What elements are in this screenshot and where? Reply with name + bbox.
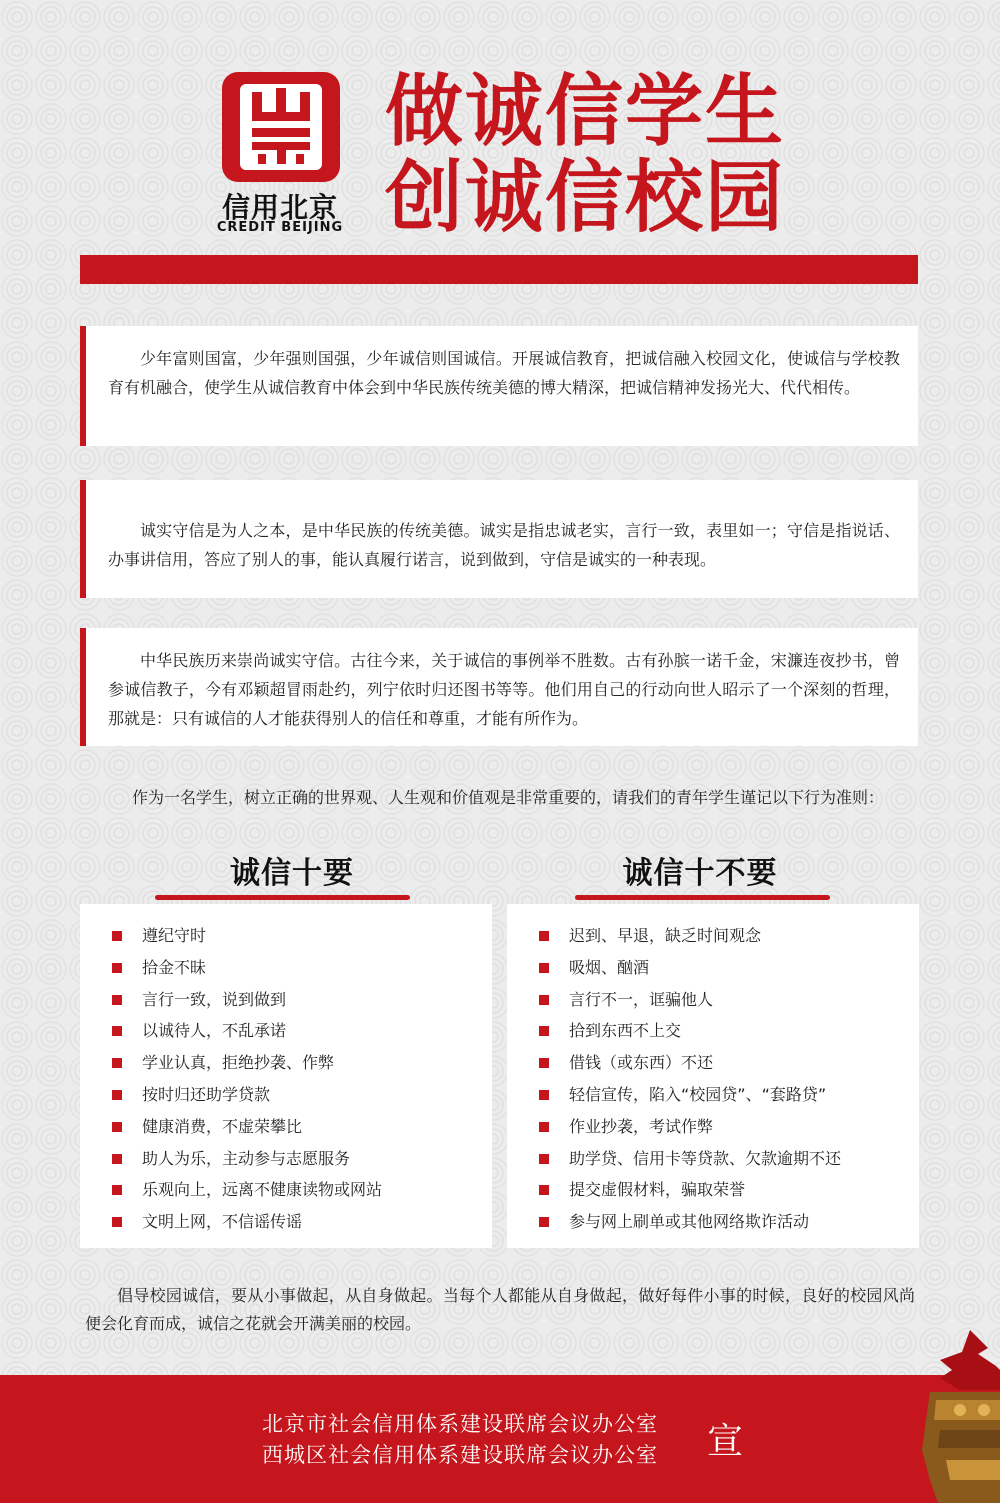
list-item-text: 文明上网，不信谣传谣 — [142, 1212, 303, 1232]
square-bullet-icon — [539, 1090, 549, 1100]
square-bullet-icon — [539, 1058, 549, 1068]
paragraph-text-1: 少年富则国富，少年强则国强，少年诚信则国诚信。开展诚信教育，把诚信融入校园文化，使诚信与学校教育有机融合，使学生从诚信教育中体会到中华民族传统美德的博大精深，把诚信精神发扬光大、代代相传。 — [108, 349, 900, 397]
list-item-text: 参与网上刷单或其他网络欺诈活动 — [569, 1212, 810, 1232]
donts-title: 诚信十不要 — [622, 856, 778, 891]
list-item — [112, 1143, 492, 1175]
square-bullet-icon — [112, 1122, 122, 1132]
list-item — [539, 1015, 919, 1047]
list-item-text: 言行一致，说到做到 — [142, 989, 287, 1009]
square-bullet-icon — [539, 1185, 549, 1195]
list-item — [539, 920, 919, 952]
square-bullet-icon — [539, 963, 549, 973]
list-item-text: 吸烟、酗酒 — [569, 957, 650, 977]
list-item-text: 健康消费，不虚荣攀比 — [142, 1116, 303, 1136]
list-item-text: 以诚待人，不乱承诺 — [142, 1021, 287, 1041]
list-item — [539, 1206, 919, 1238]
square-bullet-icon — [112, 995, 122, 1005]
list-item — [112, 920, 492, 952]
list-item-text: 提交虚假材料，骗取荣誉 — [569, 1180, 746, 1200]
square-bullet-icon — [112, 963, 122, 973]
donts-title-underline — [575, 895, 830, 900]
bronze-vessel-icon — [900, 1330, 1000, 1503]
logo-name-en: CREDIT BEIJING — [216, 220, 344, 235]
list-item — [112, 1015, 492, 1047]
list-item — [112, 1047, 492, 1079]
list-item-text: 助学贷、信用卡等贷款、欠款逾期不还 — [569, 1148, 842, 1168]
list-item — [112, 1079, 492, 1111]
list-item-text: 言行不一，诓骗他人 — [569, 989, 714, 1009]
footer-org-1: 北京市社会信用体系建设联席会议办公室 — [262, 1412, 658, 1436]
paragraph-box-1 — [80, 326, 918, 446]
paragraph-text-3: 中华民族历来崇尚诚实守信。古往今来，关于诚信的事例举不胜数。古有孙膑一诺千金，宋濂连夜抄书，曾参诚信教子，今有邓颖超冒雨赴约，列宁依时归还图书等等。他们用自己的行动向世人昭示了一个深刻的哲理，那就是：只有诚信的人才能获得别人的信任和尊重，才能有所作为。 — [108, 651, 900, 728]
list-item-text: 遵纪守时 — [142, 926, 207, 945]
list-item — [539, 1111, 919, 1143]
list-item — [539, 952, 919, 984]
list-item-text: 轻信宣传，陷入“校园贷”、“套路贷” — [569, 1084, 827, 1104]
paragraph-box-2 — [80, 480, 918, 598]
list-item-text: 借钱（或东西）不还 — [569, 1053, 714, 1073]
square-bullet-icon — [112, 931, 122, 941]
square-bullet-icon — [112, 1026, 122, 1036]
square-bullet-icon — [539, 995, 549, 1005]
list-item — [112, 1206, 492, 1238]
list-item-text: 迟到、早退，缺乏时间观念 — [569, 926, 762, 945]
list-item-text: 拾金不昧 — [142, 957, 207, 977]
square-bullet-icon — [539, 1154, 549, 1164]
intro-text: 作为一名学生，树立正确的世界观、人生观和价值观是非常重要的，请我们的青年学生谨记以下行为准则： — [132, 788, 885, 807]
square-bullet-icon — [112, 1154, 122, 1164]
donts-list — [507, 904, 919, 1248]
paragraph-text-2: 诚实守信是为人之本，是中华民族的传统美德。诚实是指忠诚老实，言行一致，表里如一；守信是指说话、办事讲信用，答应了别人的事，能认真履行诺言，说到做到，守信是诚实的一种表现。 — [108, 521, 900, 569]
square-bullet-icon — [112, 1185, 122, 1195]
dos-title: 诚信十要 — [230, 856, 354, 891]
logo-name-cn: 信用北京 — [221, 191, 338, 224]
dos-list — [80, 904, 492, 1248]
paragraph-box-3 — [80, 628, 918, 746]
list-item — [539, 1079, 919, 1111]
list-item-text: 拾到东西不上交 — [569, 1021, 682, 1041]
square-bullet-icon — [539, 1217, 549, 1227]
header-divider-bar — [80, 255, 918, 284]
headline-line-1: 做诚信学生 — [385, 66, 786, 157]
list-item — [539, 984, 919, 1016]
square-bullet-icon — [112, 1090, 122, 1100]
headline-line-2: 创诚信校园 — [385, 152, 786, 243]
square-bullet-icon — [539, 931, 549, 941]
list-item — [539, 1143, 919, 1175]
square-bullet-icon — [112, 1217, 122, 1227]
square-bullet-icon — [112, 1058, 122, 1068]
credit-beijing-logo — [222, 72, 340, 182]
list-item-text: 学业认真，拒绝抄袭、作弊 — [142, 1053, 335, 1073]
outro-text: 倡导校园诚信，要从小事做起，从自身做起。当每个人都能从自身做起，做好每件小事的时候，良好的校园风尚便会化育而成，诚信之花就会开满美丽的校园。 — [85, 1286, 915, 1333]
list-item — [112, 1111, 492, 1143]
list-item-text: 按时归还助学贷款 — [142, 1084, 271, 1104]
list-item — [112, 984, 492, 1016]
list-item — [112, 952, 492, 984]
list-item-text: 作业抄袭，考试作弊 — [569, 1116, 714, 1136]
list-item — [539, 1174, 919, 1206]
list-item — [539, 1047, 919, 1079]
credit-seal-icon — [222, 72, 340, 182]
square-bullet-icon — [539, 1122, 549, 1132]
footer-suffix: 宣 — [707, 1421, 744, 1462]
dos-title-underline — [155, 895, 410, 900]
footer-org-2: 西城区社会信用体系建设联席会议办公室 — [262, 1443, 658, 1467]
square-bullet-icon — [539, 1026, 549, 1036]
list-item — [112, 1174, 492, 1206]
list-item-text: 助人为乐，主动参与志愿服务 — [142, 1148, 351, 1168]
list-item-text: 乐观向上，远离不健康读物或网站 — [142, 1180, 383, 1200]
